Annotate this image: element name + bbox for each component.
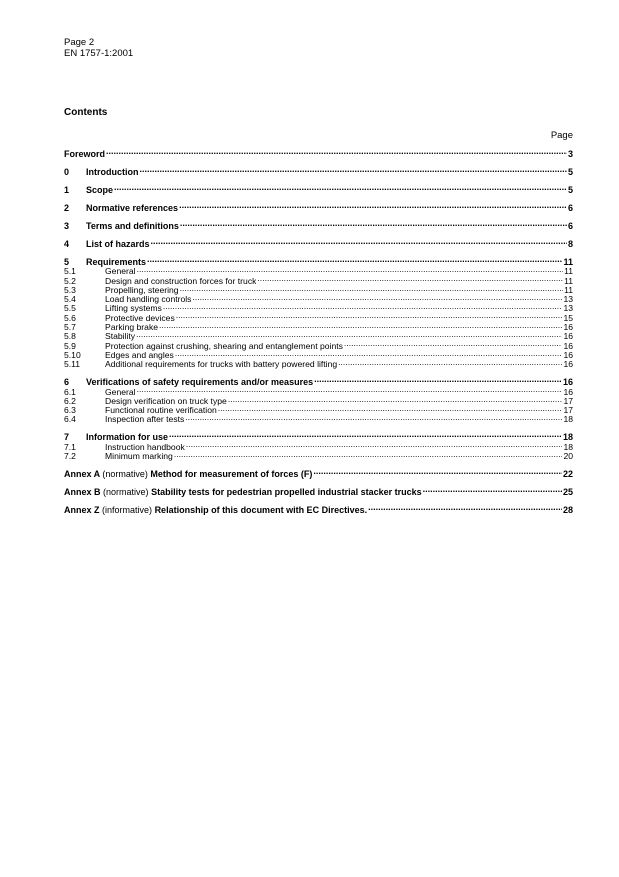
dot-leader — [176, 311, 563, 320]
dot-leader — [147, 254, 562, 265]
dot-leader — [423, 484, 562, 495]
dot-leader — [180, 218, 567, 229]
toc-page: 5 — [567, 167, 573, 177]
toc-entry-annex-b[interactable] — [64, 484, 573, 498]
toc-title: Terms and definitions — [86, 221, 179, 231]
dot-leader — [140, 164, 567, 175]
toc-page: 5 — [567, 185, 573, 195]
toc-number: 5.2 — [64, 275, 76, 286]
toc-number: 6.4 — [64, 414, 76, 425]
toc-title: Design verification on truck type — [105, 396, 227, 406]
dot-leader — [159, 321, 562, 330]
page-column-label: Page — [550, 130, 573, 141]
toc-title: Requirements — [86, 257, 147, 267]
toc-page: 25 — [562, 487, 573, 498]
toc-number: 1 — [64, 185, 70, 195]
toc-entry-list-of-hazards[interactable] — [64, 236, 573, 247]
toc-number: 4 — [64, 239, 70, 249]
dot-leader — [218, 404, 563, 413]
toc-page: 17 — [563, 395, 573, 406]
table-of-contents — [64, 146, 573, 516]
toc-page: 6 — [567, 203, 573, 213]
toc-title: Scope — [86, 185, 114, 195]
dot-leader — [136, 330, 562, 339]
toc-entry-5-4[interactable] — [64, 293, 573, 305]
toc-number: 6.3 — [64, 405, 76, 416]
toc-title: Normative references — [86, 203, 179, 213]
toc-title: General — [105, 267, 136, 277]
toc-number: 5.8 — [64, 331, 76, 342]
toc-title: Protection against crushing, shearing and entanglement points — [105, 341, 343, 351]
toc-entry-introduction[interactable] — [64, 164, 573, 175]
toc-entry-6-2[interactable] — [64, 395, 573, 404]
annex-title: Method for measurement of forces (F) — [150, 469, 313, 480]
dot-leader — [163, 302, 563, 311]
toc-entry-7-1[interactable] — [64, 440, 573, 452]
toc-entry-5-3[interactable] — [64, 284, 573, 293]
toc-title: Inspection after tests — [105, 415, 185, 425]
toc-entry-5-1[interactable] — [64, 265, 573, 277]
toc-page: 16 — [563, 340, 573, 351]
toc-title: Parking brake — [105, 323, 159, 333]
toc-number: 5.7 — [64, 322, 76, 333]
toc-page: 16 — [563, 322, 573, 333]
toc-page: 16 — [563, 349, 573, 360]
annex-heading — [64, 505, 367, 516]
dot-leader — [179, 200, 567, 211]
annex-kind: (informative) — [102, 505, 153, 516]
toc-page: 11 — [564, 275, 573, 286]
dot-leader — [313, 466, 562, 477]
toc-title: Design and construction forces for truck — [105, 276, 257, 286]
annex-title: Relationship of this document with EC Directives. — [154, 505, 368, 516]
annex-kind: (normative) — [103, 487, 149, 498]
toc-entry-information-for-use[interactable] — [64, 429, 573, 443]
toc-page: 11 — [564, 266, 573, 277]
toc-title: Verifications of safety requirements and/or measures — [86, 377, 314, 388]
toc-number: 5.11 — [64, 359, 81, 370]
annex-label: Annex A — [64, 469, 100, 480]
dot-leader — [174, 450, 563, 459]
dot-leader — [185, 413, 562, 422]
toc-page: 13 — [563, 303, 573, 314]
toc-entry-5-6[interactable] — [64, 311, 573, 323]
page-header — [64, 37, 133, 59]
toc-entry-5-2[interactable] — [64, 274, 573, 286]
toc-entry-foreword[interactable] — [64, 146, 573, 157]
toc-title: Foreword — [64, 149, 106, 159]
dot-leader — [344, 339, 563, 348]
toc-page: 22 — [562, 469, 573, 480]
toc-page: 20 — [563, 451, 573, 462]
dot-leader — [106, 146, 567, 157]
toc-entry-5-8[interactable] — [64, 330, 573, 342]
toc-page: 28 — [562, 505, 573, 516]
toc-title: General — [105, 387, 136, 397]
toc-title: Stability — [105, 332, 136, 342]
toc-entry-5-10[interactable] — [64, 349, 573, 358]
dot-leader — [257, 274, 563, 283]
annex-heading — [64, 469, 312, 480]
toc-page: 11 — [563, 257, 573, 267]
toc-page: 16 — [563, 331, 573, 342]
toc-number: 6 — [64, 377, 70, 388]
dot-leader — [137, 265, 564, 274]
toc-title: Load handling controls — [105, 295, 192, 305]
toc-number: 5.4 — [64, 294, 76, 305]
toc-entry-annex-a[interactable] — [64, 466, 573, 480]
annex-heading — [64, 487, 422, 498]
toc-page: 8 — [567, 239, 573, 249]
toc-page: 17 — [563, 405, 573, 416]
toc-entry-5-11[interactable] — [64, 358, 573, 370]
page-number: Page 2 — [64, 37, 95, 48]
toc-number: 6.2 — [64, 395, 76, 406]
dot-leader — [338, 358, 562, 367]
toc-number: 5.5 — [64, 303, 76, 314]
dot-leader — [186, 440, 563, 449]
dot-leader — [314, 374, 562, 385]
toc-entry-requirements[interactable] — [64, 254, 573, 265]
toc-number: 0 — [64, 167, 70, 177]
toc-entry-5-9[interactable] — [64, 339, 573, 351]
toc-page: 16 — [563, 386, 573, 397]
dot-leader — [368, 502, 562, 513]
toc-page: 18 — [563, 441, 573, 452]
document-id: EN 1757-1:2001 — [64, 48, 134, 59]
toc-page: 18 — [562, 432, 573, 443]
toc-entry-6-3[interactable] — [64, 404, 573, 416]
annex-kind: (normative) — [102, 469, 148, 480]
toc-number: 3 — [64, 221, 70, 231]
toc-title: Information for use — [86, 432, 169, 443]
toc-entry-terms-and-definitions[interactable] — [64, 218, 573, 229]
toc-number: 5.10 — [64, 349, 81, 360]
toc-entry-verifications[interactable] — [64, 374, 573, 388]
toc-entry-annex-z[interactable] — [64, 502, 573, 516]
toc-page: 11 — [564, 284, 573, 295]
toc-entry-7-2[interactable] — [64, 450, 573, 462]
dot-leader — [192, 293, 562, 302]
dot-leader — [175, 349, 563, 358]
toc-page: 16 — [562, 377, 573, 388]
toc-number: 5.1 — [64, 266, 76, 277]
annex-title: Stability tests for pedestrian propelled industrial stacker trucks — [151, 487, 422, 498]
toc-title: Propelling, steering — [105, 285, 179, 295]
toc-page: 16 — [563, 359, 573, 370]
toc-entry-6-4[interactable] — [64, 413, 573, 425]
toc-entry-normative-references[interactable] — [64, 200, 573, 211]
dot-leader — [169, 429, 562, 440]
toc-number: 5.3 — [64, 284, 76, 295]
toc-page: 13 — [563, 294, 573, 305]
toc-title: Protective devices — [105, 313, 175, 323]
toc-title: Edges and angles — [105, 350, 174, 360]
toc-number: 5 — [64, 257, 70, 267]
toc-page: 18 — [563, 414, 573, 425]
toc-page: 3 — [567, 149, 573, 159]
toc-title: Introduction — [86, 167, 139, 177]
toc-title: Minimum marking — [105, 452, 173, 462]
toc-page: 6 — [567, 221, 573, 231]
toc-title: Functional routine verification — [105, 406, 217, 416]
toc-entry-6-1[interactable] — [64, 385, 573, 397]
toc-entry-5-7[interactable] — [64, 321, 573, 333]
toc-number: 7 — [64, 432, 70, 443]
toc-number: 5.9 — [64, 340, 76, 351]
toc-entry-scope[interactable] — [64, 182, 573, 193]
annex-label: Annex B — [64, 487, 101, 498]
toc-number: 5.6 — [64, 312, 76, 323]
annex-label: Annex Z — [64, 505, 100, 516]
dot-leader — [180, 284, 564, 293]
contents-title: Contents — [64, 107, 108, 118]
toc-number: 6.1 — [64, 386, 76, 397]
toc-page: 15 — [563, 312, 573, 323]
toc-title: Instruction handbook — [105, 442, 185, 452]
toc-number: 2 — [64, 203, 70, 213]
toc-title: Lifting systems — [105, 304, 162, 314]
toc-title: List of hazards — [86, 239, 150, 249]
dot-leader — [151, 236, 567, 247]
dot-leader — [137, 385, 563, 394]
dot-leader — [114, 182, 567, 193]
toc-title: Additional requirements for trucks with battery powered lifting — [105, 360, 338, 370]
toc-entry-5-5[interactable] — [64, 302, 573, 314]
toc-number: 7.1 — [64, 441, 76, 452]
toc-number: 7.2 — [64, 451, 76, 462]
dot-leader — [228, 395, 563, 404]
